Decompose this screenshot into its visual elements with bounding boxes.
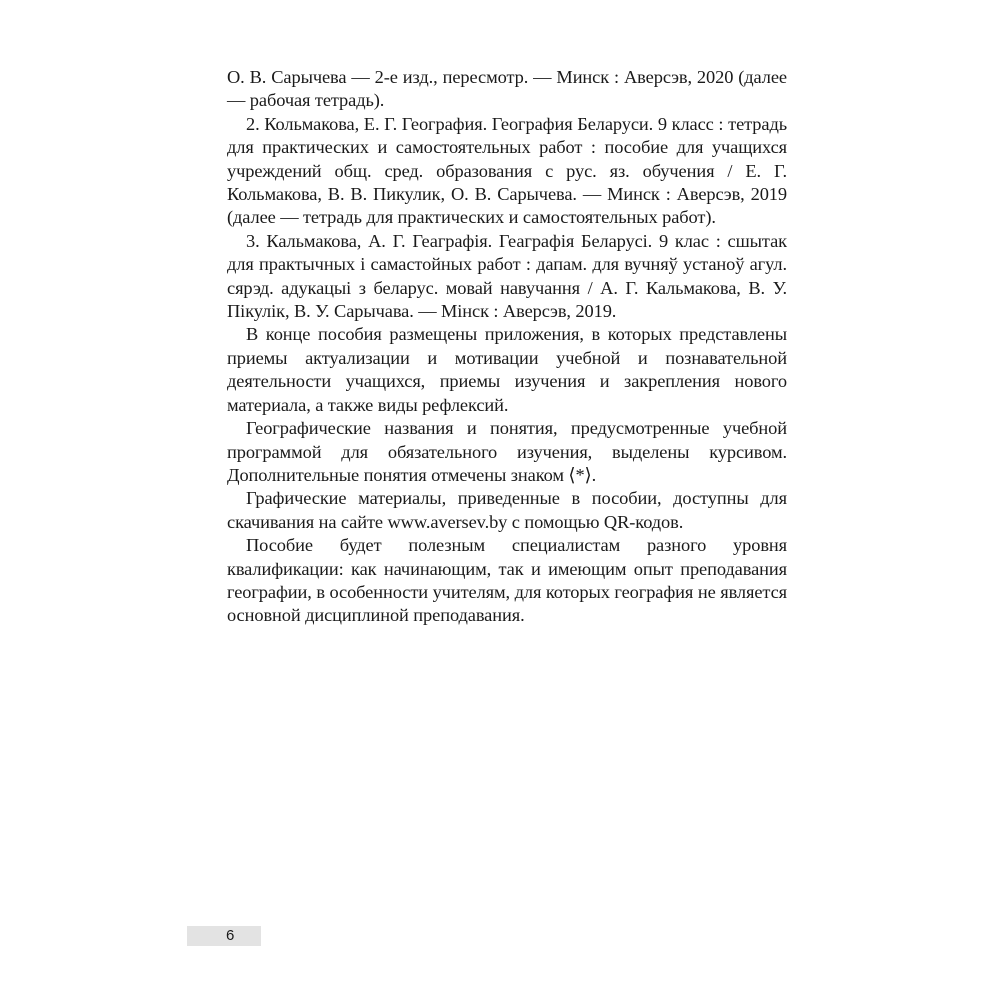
body-text (227, 66, 787, 628)
reference-continuation: О. В. Сарычева — 2-е изд., пересмотр. — Минск : Аверсэв, 2020 (далее — рабочая тетрадь). (227, 67, 787, 111)
paragraph-graphics: Графические материалы, приведенные в пособии, доступны для скачивания на сайте www.aversev.by с помощью QR-кодов. (227, 488, 787, 532)
reference-item-2: 2. Кольмакова, Е. Г. География. География Беларуси. 9 класс : тетрадь для практических и самостоятельных работ : пособие для учащихся учреждений общ. сред. образования с рус. яз. обучения / Е. Г. Кольмакова, В. В. Пикулик, О. В. Сарычева. — Минск : Аверсэв, 2019 (далее — тетрадь для практических и самостоятельных работ). (227, 113, 787, 228)
reference-item-3: 3. Кальмакова, А. Г. Геаграфія. Геаграфія Беларусі. 9 клас : сшытак для практычных і самастойных работ : дапам. для вучняў устаноў агул. сярэд. адукацыі з беларус. мовай навучання / А. Г. Кальмакова, В. У. Пікулік, В. У. Сарычава. — Мінск : Аверсэв, 2019. (227, 230, 787, 322)
paragraph-audience: Пособие будет полезным специалистам разного уровня квалификации: как начинающим, так и имеющим опыт преподавания географии, в особенности учителям, для которых география не является основной дисциплиной преподавания. (227, 535, 787, 626)
paragraph-terms: Географические названия и понятия, предусмотренные учебной программой для обязательного изучения, выделены курсивом. Дополнительные понятия отмечены знаком ⟨*⟩. (227, 418, 787, 485)
paragraph-appendices: В конце пособия размещены приложения, в которых представлены приемы актуализации и мотивации учебной и познавательной деятельности учащихся, приемы изучения и закрепления нового материала, а также виды рефлексий. (227, 324, 787, 415)
page-number-bar (187, 926, 261, 946)
page-number: 6 (226, 927, 235, 944)
